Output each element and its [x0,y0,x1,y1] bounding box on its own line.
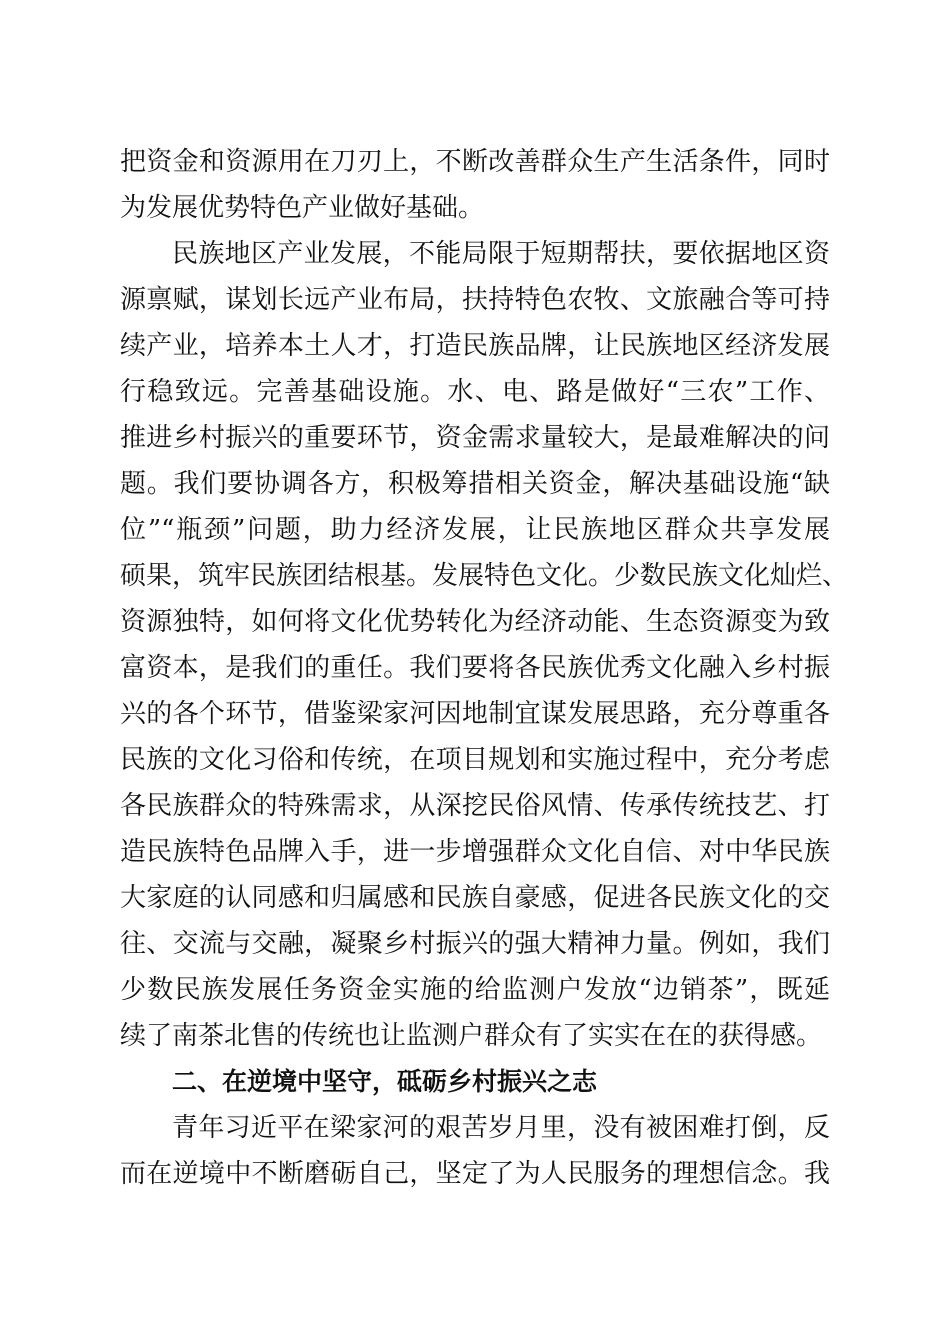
section-heading: 二、在逆境中坚守，砥砺乡村振兴之志 [172,1067,598,1096]
text-line: 往、交流与交融，凝聚乡村振兴的强大精神力量。例如，我们 [120,929,830,959]
text-line: 把资金和资源用在刀刃上，不断改善群众生产生活条件，同时 [120,147,830,177]
text-line: 大家庭的认同感和归属感和民族自豪感，促进各民族文化的交 [120,883,830,913]
text-line: 富资本，是我们的重任。我们要将各民族优秀文化融入乡村振 [120,653,830,683]
text-line: 题。我们要协调各方，积极筹措相关资金，解决基础设施“缺 [120,469,830,499]
text-line: 而在逆境中不断磨砺自己，坚定了为人民服务的理想信念。我 [120,1159,830,1189]
text-line: 源禀赋，谋划长远产业布局，扶持特色农牧、文旅融合等可持 [120,285,830,315]
text-line: 青年习近平在梁家河的艰苦岁月里，没有被困难打倒，反 [172,1113,830,1143]
text-line: 续产业，培养本土人才，打造民族品牌，让民族地区经济发展 [120,331,830,361]
text-line: 行稳致远。完善基础设施。水、电、路是做好“三农”工作、 [120,377,830,407]
text-line: 位”“瓶颈”问题，助力经济发展，让民族地区群众共享发展 [120,515,830,545]
text-line: 资源独特，如何将文化优势转化为经济动能、生态资源变为致 [120,607,830,637]
text-line: 硕果，筑牢民族团结根基。发展特色文化。少数民族文化灿烂、 [120,561,849,591]
text-line: 民族的文化习俗和传统，在项目规划和实施过程中，充分考虑 [120,745,830,775]
text-line: 造民族特色品牌入手，进一步增强群众文化自信、对中华民族 [120,837,830,867]
text-line: 推进乡村振兴的重要环节，资金需求量较大，是最难解决的问 [120,423,830,453]
text-line: 少数民族发展任务资金实施的给监测户发放“边销茶”，既延 [120,975,830,1005]
text-line: 续了南茶北售的传统也让监测户群众有了实实在在的获得感。 [120,1021,823,1051]
text-line: 为发展优势特色产业做好基础。 [120,193,485,223]
text-line: 各民族群众的特殊需求，从深挖民俗风情、传承传统技艺、打 [120,791,830,821]
text-line: 兴的各个环节，借鉴梁家河因地制宜谋发展思路，充分尊重各 [120,699,830,729]
text-line: 民族地区产业发展，不能局限于短期帮扶，要依据地区资 [172,239,830,269]
